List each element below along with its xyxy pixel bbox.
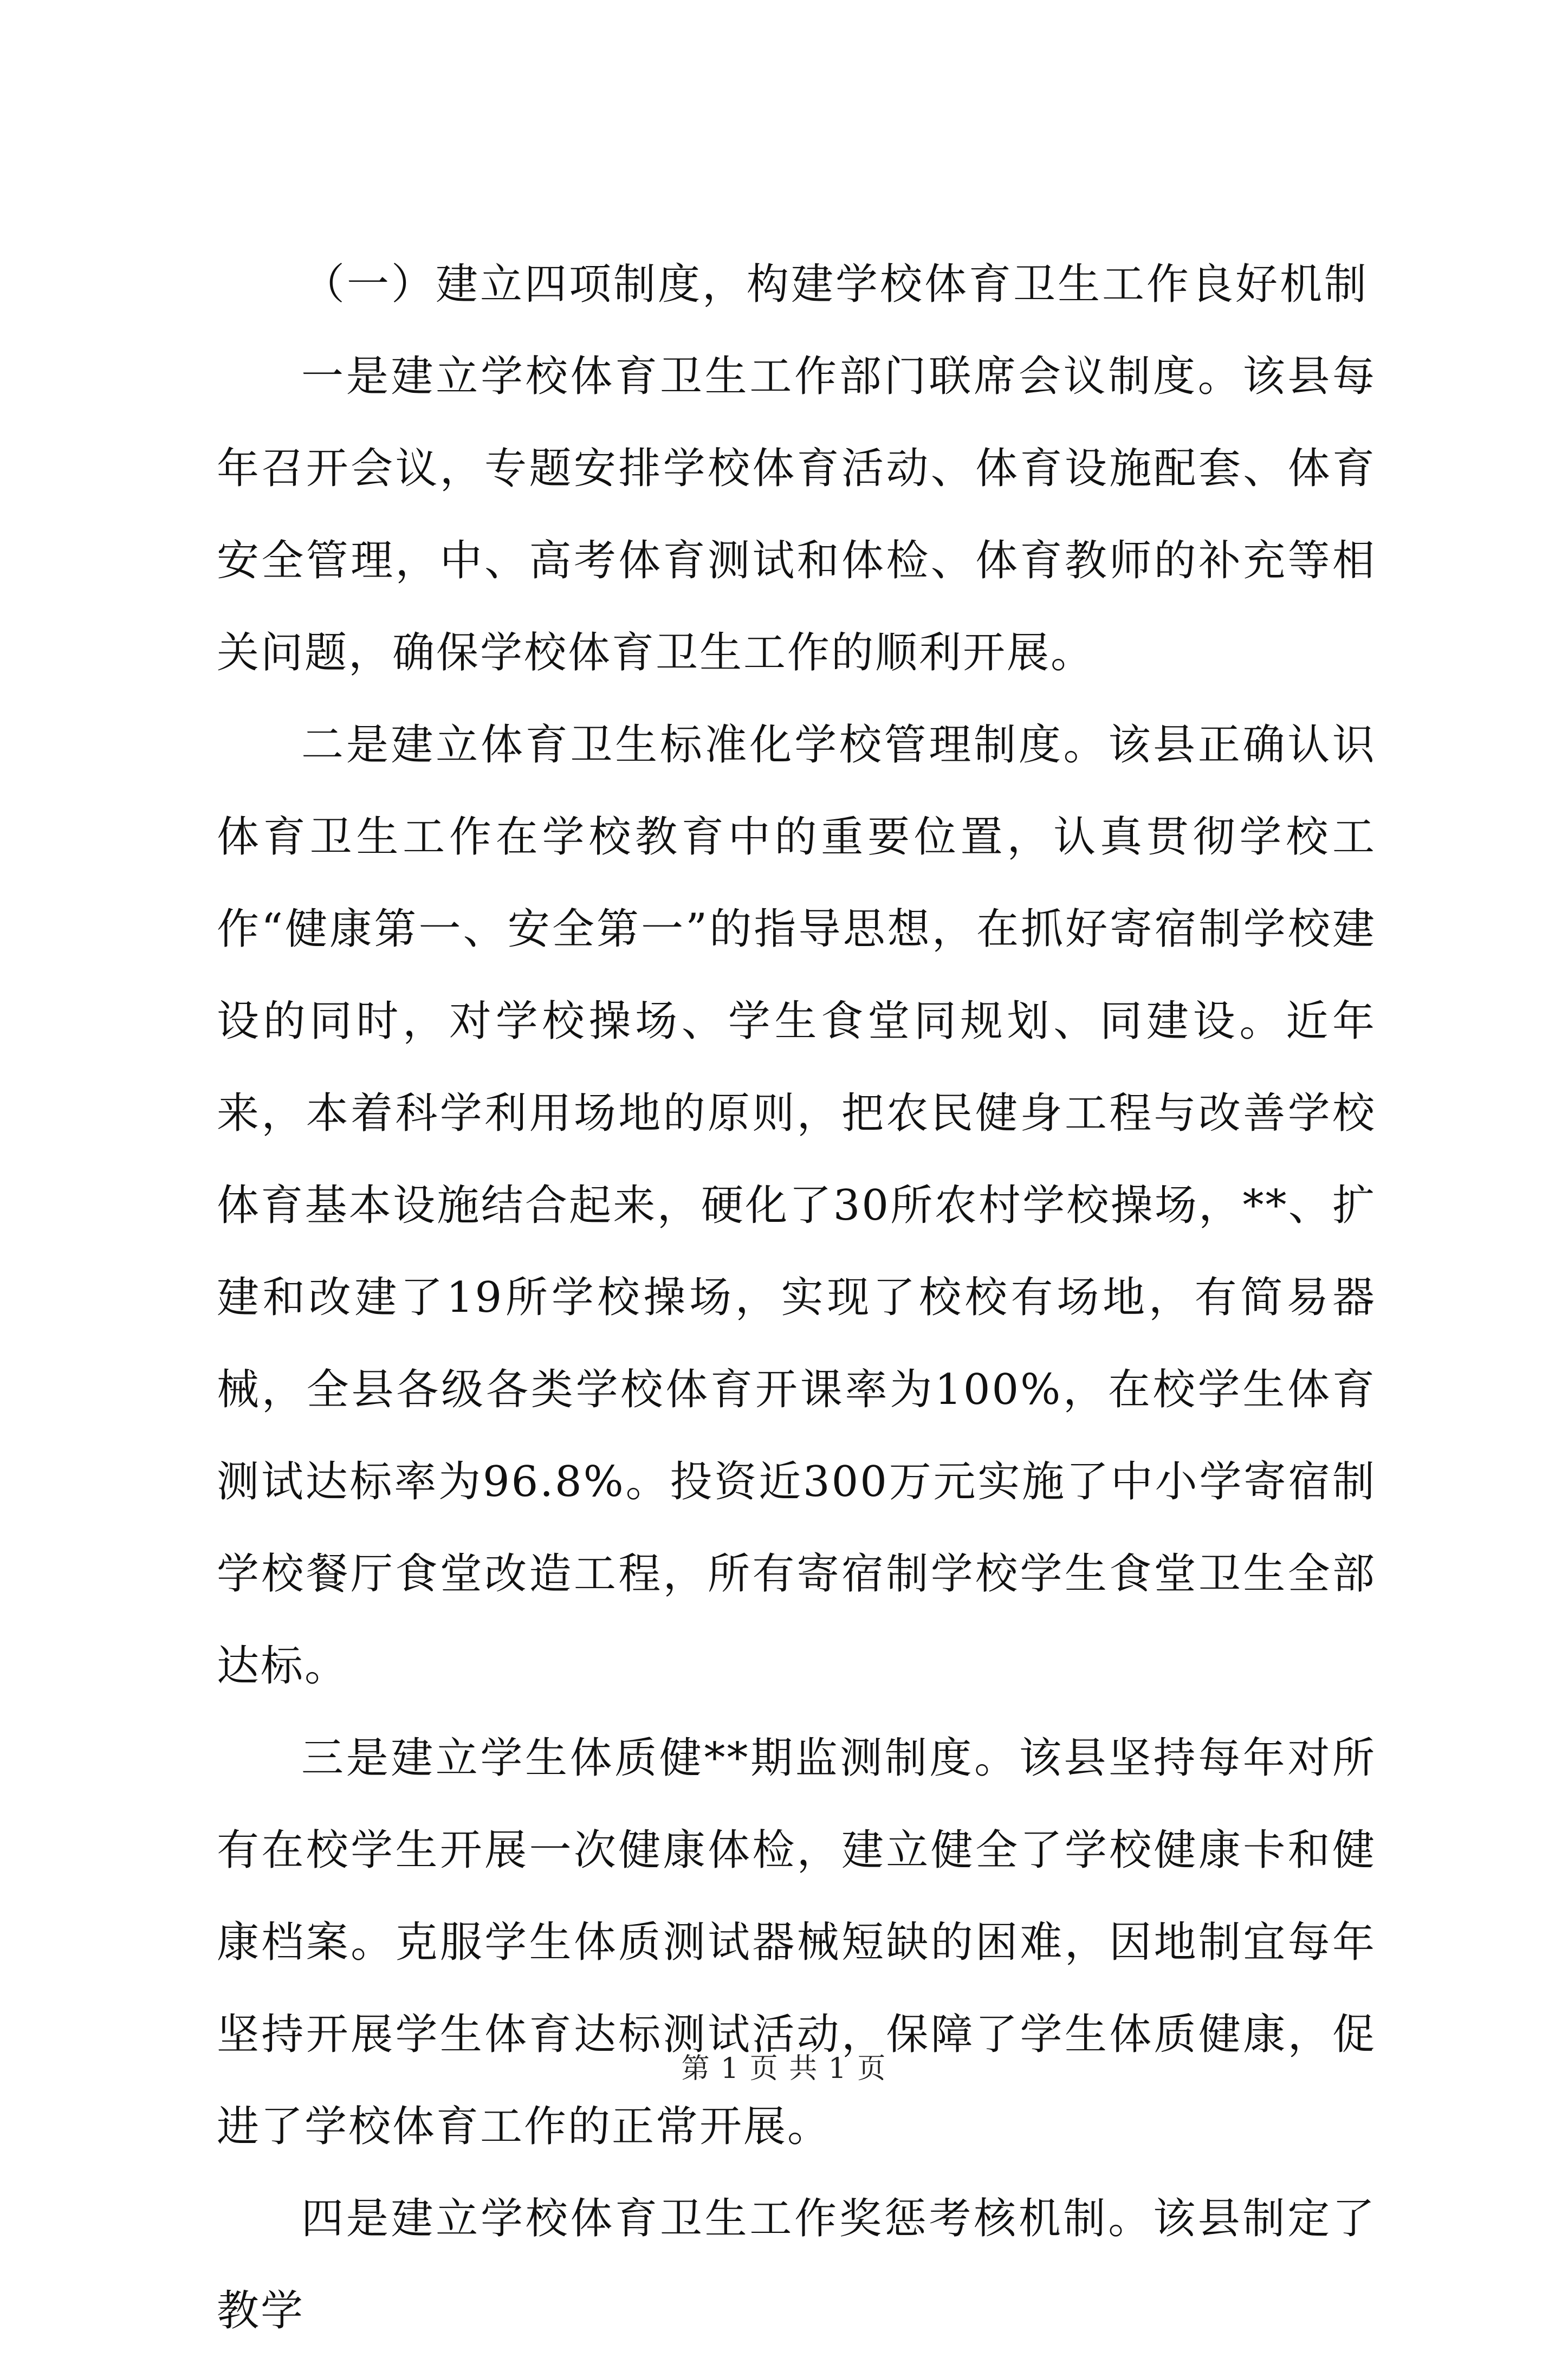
paragraph-3: 三是建立学生体质健**期监测制度。该县坚持每年对所有在校学生开展一次健康体检，建立健全了学校健康卡和健康档案。克服学生体质测试器械短缺的困难，因地制宜每年坚持开展学生体育达标测试活动，保障了学生体质健康，促进了学校体育工作的正常开展。	[217, 1734, 1376, 2151]
paragraph-2: 二是建立体育卫生标准化学校管理制度。该县正确认识体育卫生工作在学校教育中的重要位置，认真贯彻学校工作“健康第一、安全第一”的指导思想，在抓好寄宿制学校建设的同时，对学校操场、学生食堂同规划、同建设。近年来，本着科学利用场地的原则，把农民健身工程与改善学校体育基本设施结合起来，硬化了30所农村学校操场，**、扩建和改建了19所学校操场，实现了校校有场地，有简易器械，全县各级各类学校体育开课率为100%，在校学生体育测试达标率为96.8%。投资近300万元实施了中小学寄宿制学校餐厅食堂改造工程，所有寄宿制学校学生食堂卫生全部达标。	[217, 721, 1376, 1691]
section-heading: （一）建立四项制度，构建学校体育卫生工作良好机制	[302, 260, 1369, 309]
paragraph-4: 四是建立学校体育卫生工作奖惩考核机制。该县制定了教学	[217, 2194, 1376, 2335]
page-footer: 第 1 页 共 1 页	[681, 2052, 887, 2085]
document-body	[217, 238, 1376, 2357]
paragraph-1: 一是建立学校体育卫生工作部门联席会议制度。该县每年召开会议，专题安排学校体育活动、体育设施配套、体育安全管理，中、高考体育测试和体检、体育教师的补充等相关问题，确保学校体育卫生工作的顺利开展。	[217, 352, 1376, 677]
